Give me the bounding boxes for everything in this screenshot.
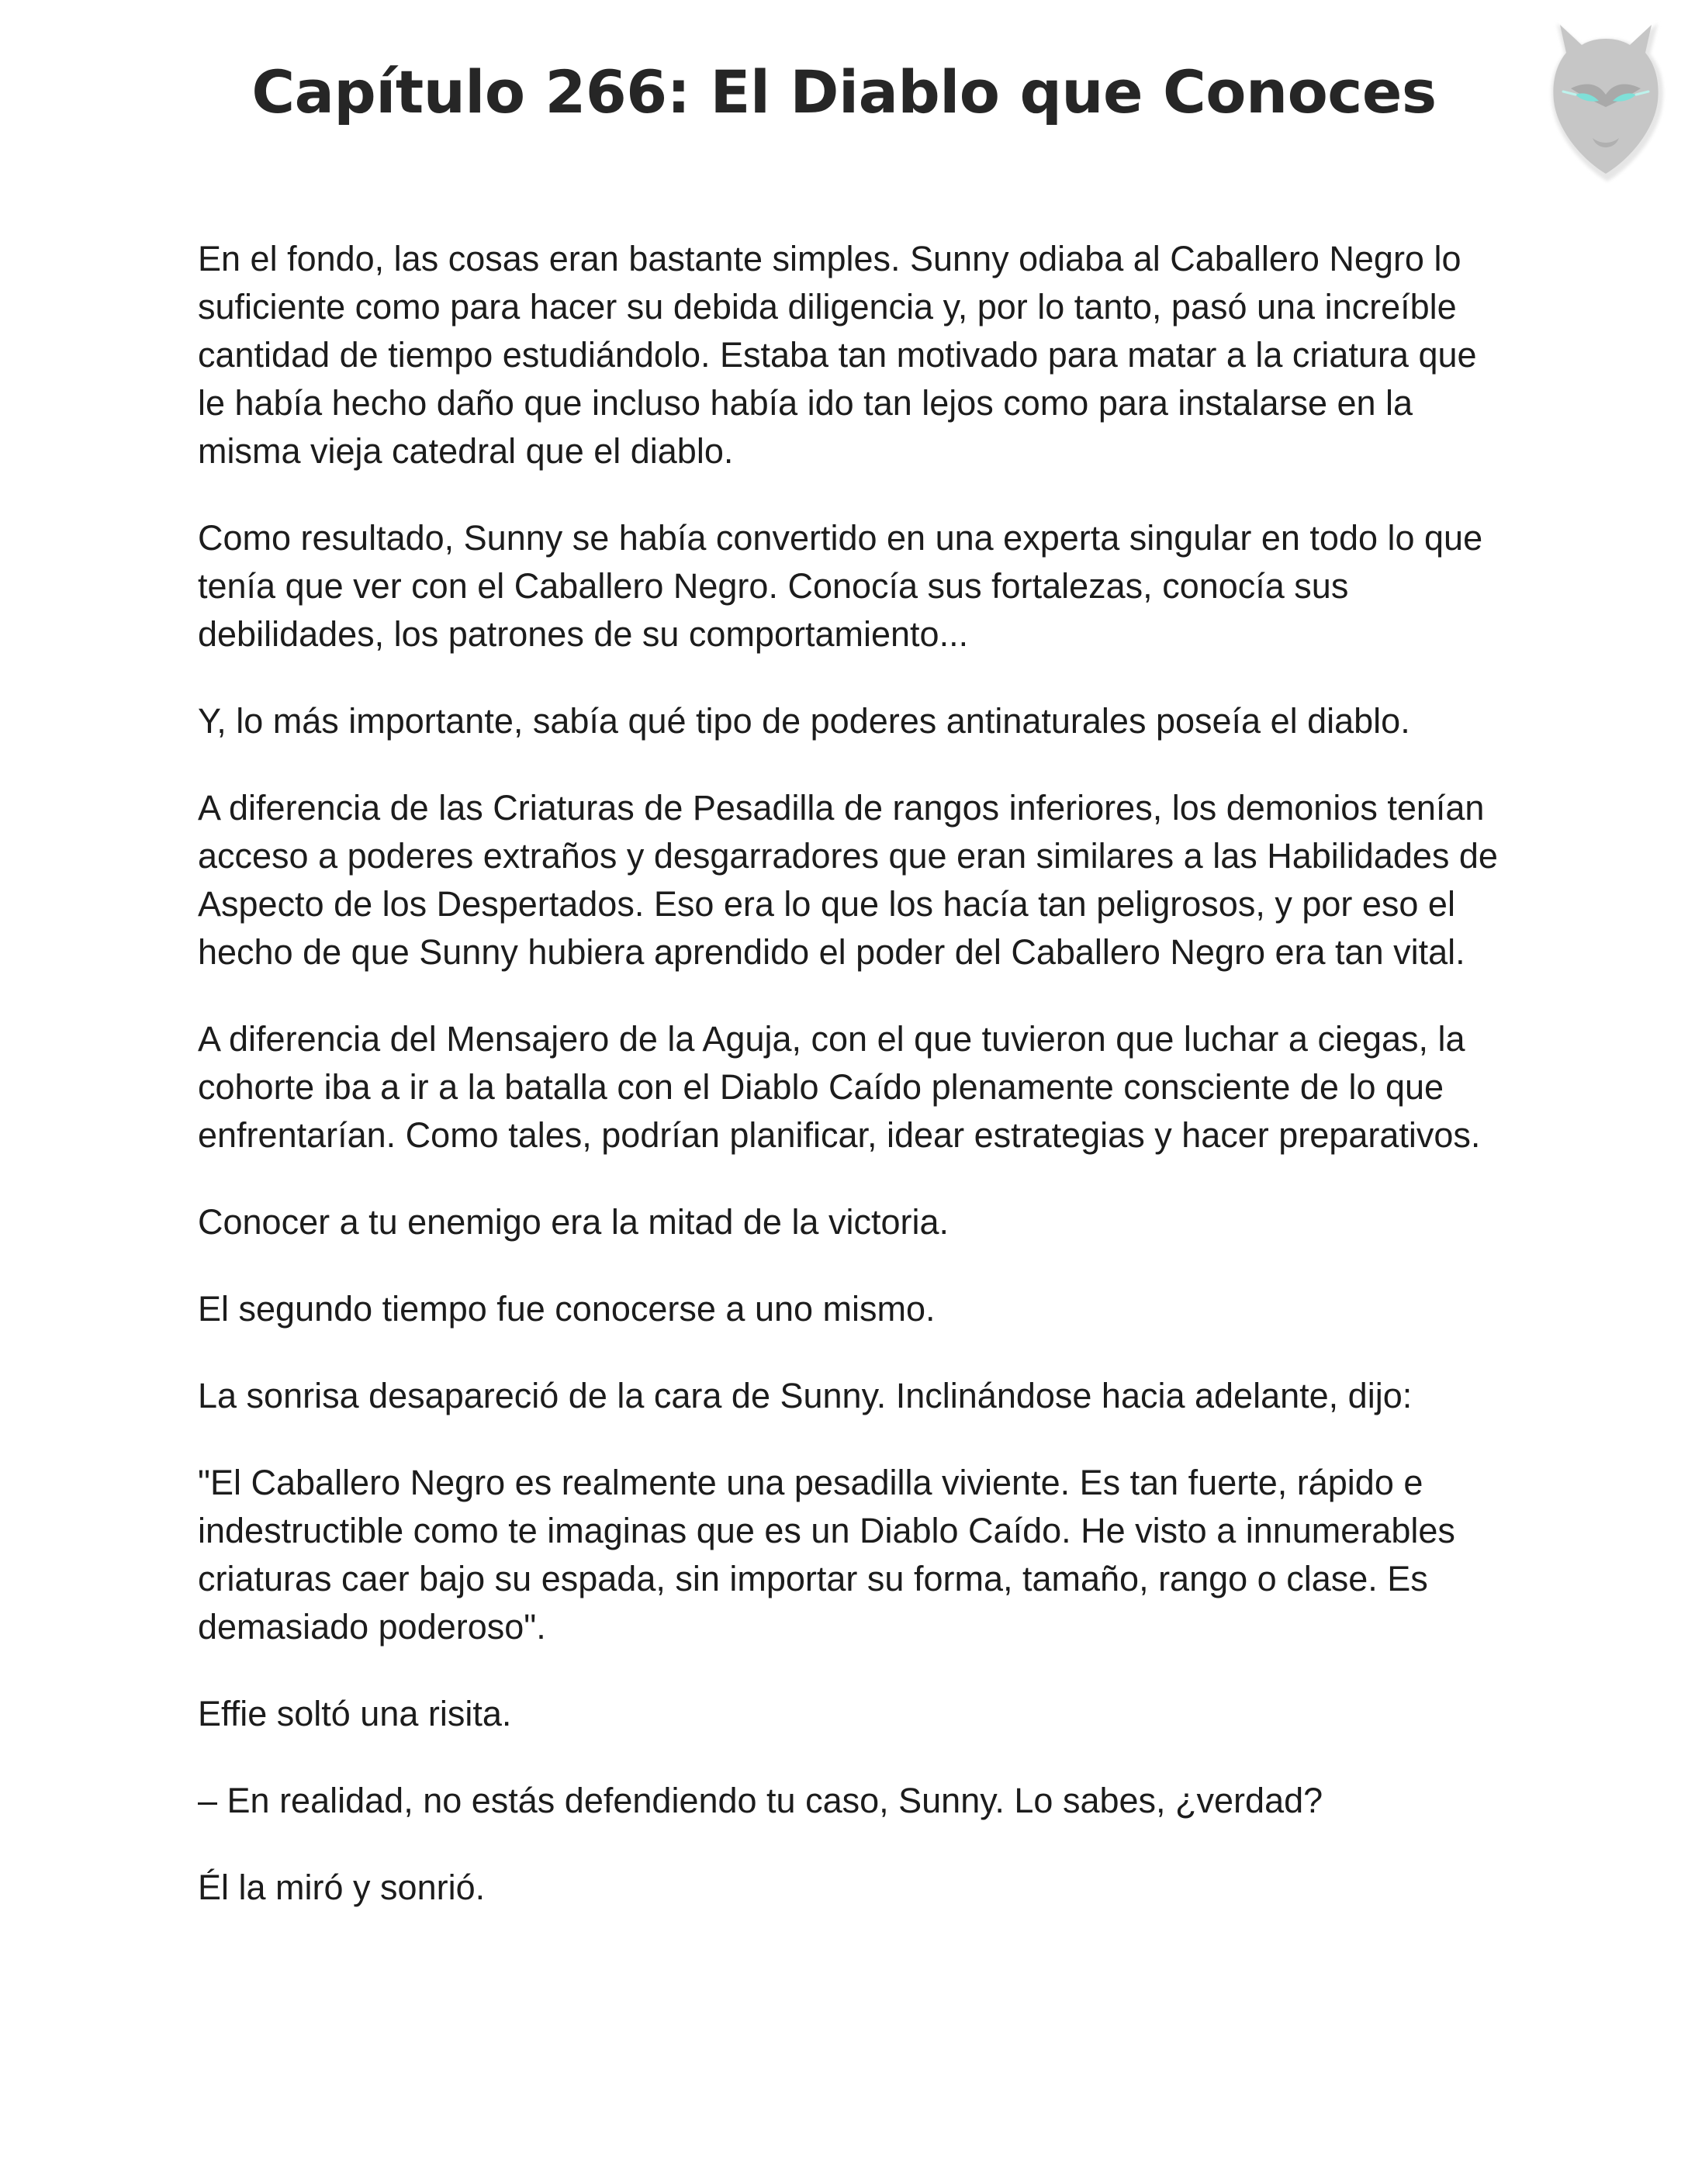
page-title: Capítulo 266: El Diablo que Conoces bbox=[251, 57, 1437, 126]
paragraph: Conocer a tu enemigo era la mitad de la victoria. bbox=[198, 1202, 950, 1242]
demon-head-logo-icon bbox=[1532, 14, 1679, 185]
paragraph: "El Caballero Negro es realmente una pesadilla viviente. Es tan fuerte, rápido e indestructible como te imaginas que es un Diablo Caído. He visto a innumerables criaturas caer bajo su espada, sin importar su forma, tamaño, rango o clase. Es demasiado poderoso". bbox=[198, 1463, 1455, 1647]
paragraph: Él la miró y sonrió. bbox=[198, 1868, 486, 1907]
paragraph: – En realidad, no estás defendiendo tu caso, Sunny. Lo sabes, ¿verdad? bbox=[198, 1781, 1323, 1820]
paragraph: Effie soltó una risita. bbox=[198, 1694, 512, 1733]
paragraph: Y, lo más importante, sabía qué tipo de poderes antinaturales poseía el diablo. bbox=[198, 701, 1410, 741]
paragraph: El segundo tiempo fue conocerse a uno mismo. bbox=[198, 1289, 936, 1329]
paragraph: A diferencia de las Criaturas de Pesadilla de rangos inferiores, los demonios tenían acceso a poderes extraños y desgarradores que eran similares a las Habilidades de Aspecto de los Despertados. Eso era lo que los hacía tan peligrosos, y por eso el hecho de que Sunny hubiera aprendido el poder del Caballero Negro era tan vital. bbox=[198, 788, 1498, 972]
paragraph: A diferencia del Mensajero de la Aguja, con el que tuvieron que luchar a ciegas, la cohorte iba a ir a la batalla con el Diablo Caído plenamente consciente de lo que enfrentarían. Como tales, podrían planificar, idear estrategias y hacer preparativos. bbox=[198, 1019, 1481, 1155]
paragraph: En el fondo, las cosas eran bastante simples. Sunny odiaba al Caballero Negro lo suficiente como para hacer su debida diligencia y, por lo tanto, pasó una increíble cantidad de tiempo estudiándolo. Estaba tan motivado para matar a la criatura que le había hecho daño que incluso había ido tan lejos como para instalarse en la misma vieja catedral que el diablo. bbox=[198, 239, 1477, 471]
paragraph: La sonrisa desapareció de la cara de Sunny. Inclinándose hacia adelante, dijo: bbox=[198, 1376, 1413, 1415]
paragraph: Como resultado, Sunny se había convertido en una experta singular en todo lo que tenía que ver con el Caballero Negro. Conocía sus fortalezas, conocía sus debilidades, los patrones de su comportamiento... bbox=[198, 518, 1483, 654]
chapter-body bbox=[198, 235, 1509, 1951]
